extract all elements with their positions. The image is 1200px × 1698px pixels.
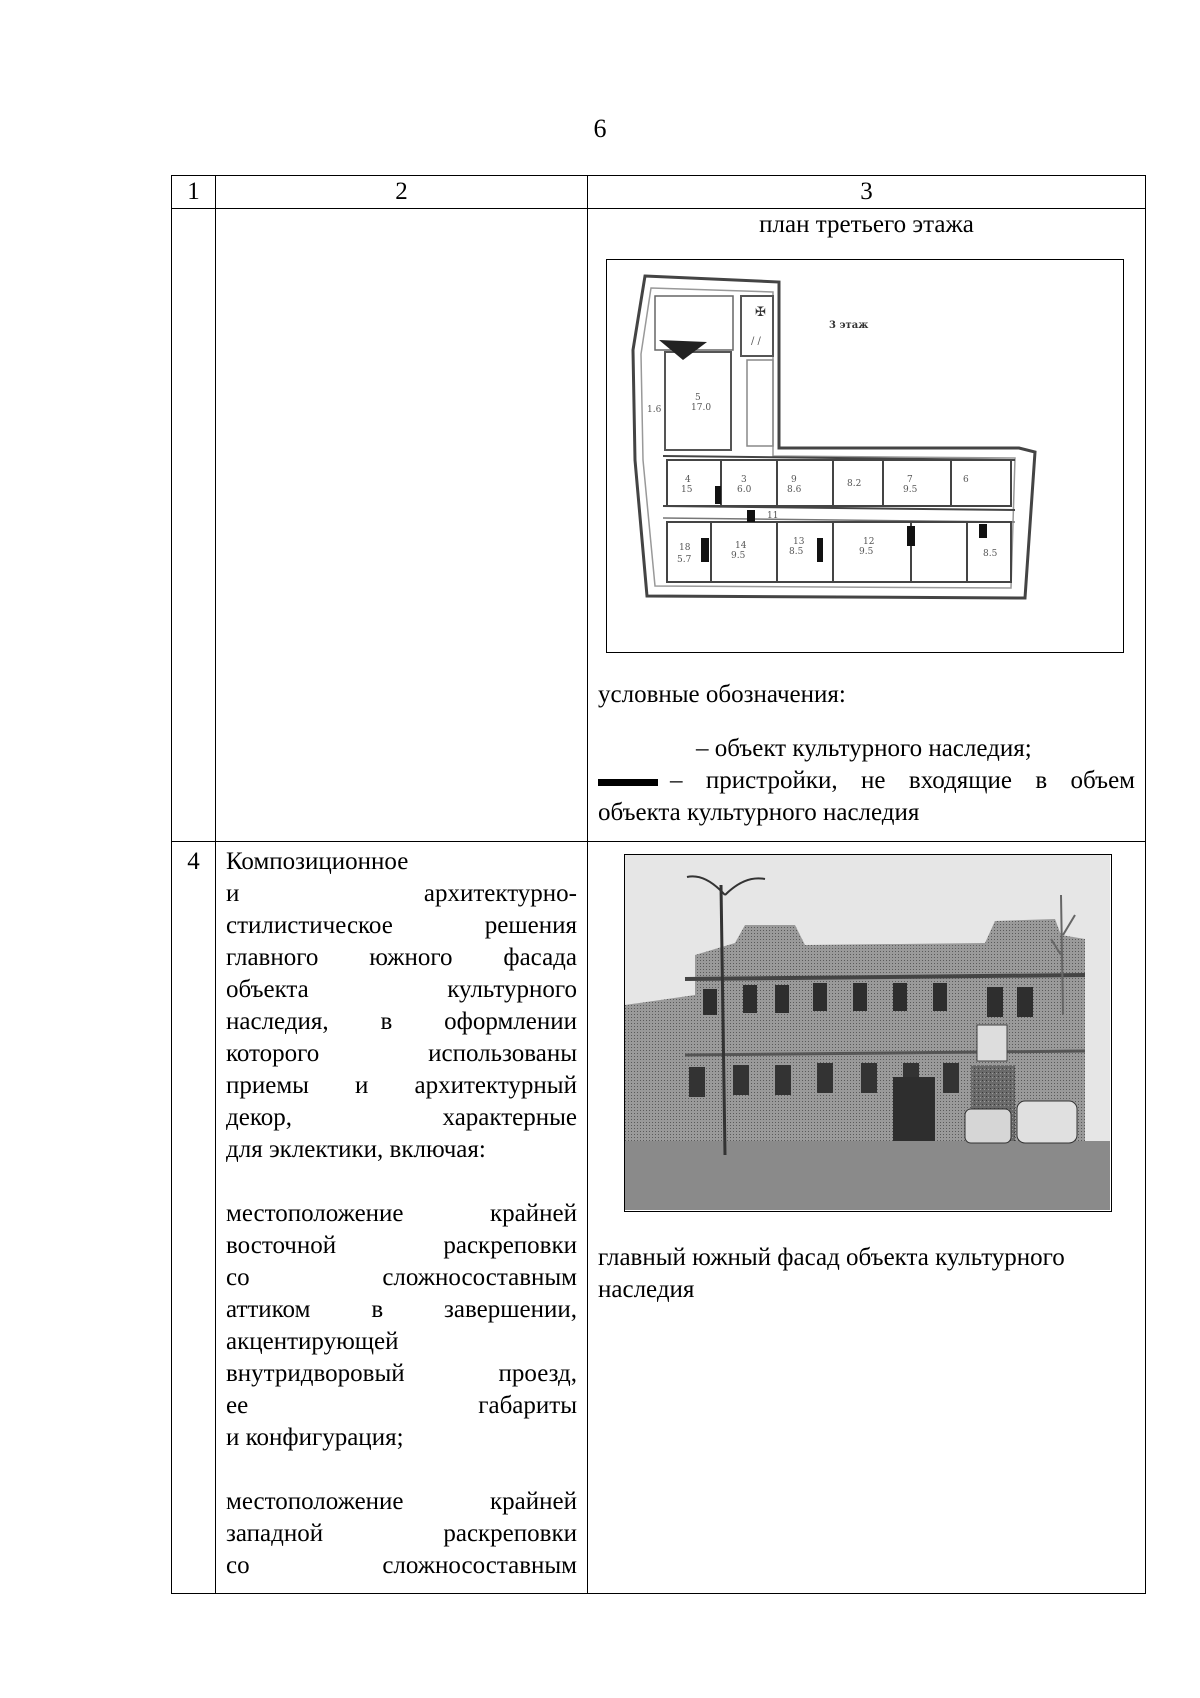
svg-text:8.5: 8.5 <box>789 547 804 557</box>
svg-text:8.6: 8.6 <box>787 485 802 495</box>
description-line: ее габариты <box>226 1392 577 1419</box>
legend-heritage-label: – объект культурного наследия; <box>696 735 1032 762</box>
description-line: западной раскреповки <box>226 1520 577 1547</box>
south-facade-photo <box>624 854 1112 1212</box>
svg-text:9.5: 9.5 <box>859 547 874 557</box>
description-line: и конфигурация; <box>226 1424 404 1451</box>
description-line: декор, характерные <box>226 1104 577 1131</box>
svg-text:15: 15 <box>681 485 693 495</box>
svg-text:9.5: 9.5 <box>903 485 918 495</box>
description-line: для эклектики, включая: <box>226 1136 486 1163</box>
svg-text:8.2: 8.2 <box>847 479 862 489</box>
paragraph-gap <box>226 1454 577 1486</box>
svg-text:7: 7 <box>907 475 913 485</box>
legend-item-heritage <box>598 733 1135 765</box>
description-line: и архитектурно- <box>226 880 577 907</box>
svg-text:6: 6 <box>963 475 969 485</box>
description-line: восточной раскреповки <box>226 1232 577 1259</box>
header-col-3: 3 <box>588 176 1146 209</box>
header-col-1: 1 <box>172 176 216 209</box>
row-number-cell <box>172 842 216 1594</box>
description-line: объекта культурного <box>226 976 577 1003</box>
svg-text:1.6: 1.6 <box>647 405 662 415</box>
legend-annex-label: – пристройки, не входящие в объем <box>670 767 1135 794</box>
row-description-cell <box>216 842 588 1594</box>
floor-plan-title: план третьего этажа <box>759 211 974 238</box>
header-col-2: 2 <box>216 176 588 209</box>
table-row <box>172 209 1146 842</box>
description-line: со сложносоставным <box>226 1552 577 1579</box>
description-line: приемы и архитектурный <box>226 1072 577 1099</box>
svg-text:12: 12 <box>863 537 875 547</box>
legend-annex-swatch <box>598 779 658 786</box>
svg-text:5: 5 <box>695 393 701 403</box>
svg-text:13: 13 <box>793 537 805 547</box>
svg-text:✠: ✠ <box>755 305 766 320</box>
svg-text:8.5: 8.5 <box>983 549 998 559</box>
svg-text:17.0: 17.0 <box>691 403 712 413</box>
page-number: 6 <box>593 114 607 143</box>
svg-text:6.0: 6.0 <box>737 485 752 495</box>
description-line: местоположение крайней <box>226 1488 577 1515</box>
svg-text:/ /: / / <box>751 336 761 347</box>
description-line: акцентирующей <box>226 1328 399 1355</box>
table-header-row <box>172 176 1146 209</box>
row-description-cell <box>216 209 588 842</box>
row-illustration-cell <box>588 842 1146 1594</box>
description-line: наследия, в оформлении <box>226 1008 577 1035</box>
table-row <box>172 842 1146 1594</box>
paragraph-gap <box>226 1166 577 1198</box>
facade-description <box>216 842 587 1582</box>
floor-plan-label: 3 этаж <box>829 320 869 331</box>
svg-text:9.5: 9.5 <box>731 551 746 561</box>
photo-caption: главный южный фасад объекта культурного наследия <box>598 1244 1065 1303</box>
svg-text:9: 9 <box>791 475 797 485</box>
svg-text:3: 3 <box>741 475 747 485</box>
description-line: местоположение крайней <box>226 1200 577 1227</box>
legend-title: условные обозначения: <box>598 681 846 708</box>
svg-text:11: 11 <box>767 511 779 521</box>
row-illustration-cell <box>588 209 1146 842</box>
description-line: со сложносоставным <box>226 1264 577 1291</box>
row-number: 4 <box>187 848 200 875</box>
description-line: стилистическое решения <box>226 912 577 939</box>
description-line: аттиком в завершении, <box>226 1296 577 1323</box>
third-floor-plan-image <box>606 259 1124 653</box>
description-line: которого использованы <box>226 1040 577 1067</box>
legend-item-annex <box>598 765 1135 797</box>
legend-annex-label-continued: объекта культурного наследия <box>598 799 920 826</box>
floor-plan-drawing <box>607 260 1122 651</box>
description-line: внутридворовый проезд, <box>226 1360 577 1387</box>
svg-text:18: 18 <box>679 543 691 553</box>
svg-text:14: 14 <box>735 541 747 551</box>
svg-text:5.7: 5.7 <box>677 555 692 565</box>
monument-description-table <box>171 175 1146 1594</box>
svg-text:4: 4 <box>685 475 691 485</box>
description-line: главного южного фасада <box>226 944 577 971</box>
row-number-cell <box>172 209 216 842</box>
facade-photo-drawing <box>625 855 1110 1210</box>
description-line: Композиционное <box>226 848 409 875</box>
